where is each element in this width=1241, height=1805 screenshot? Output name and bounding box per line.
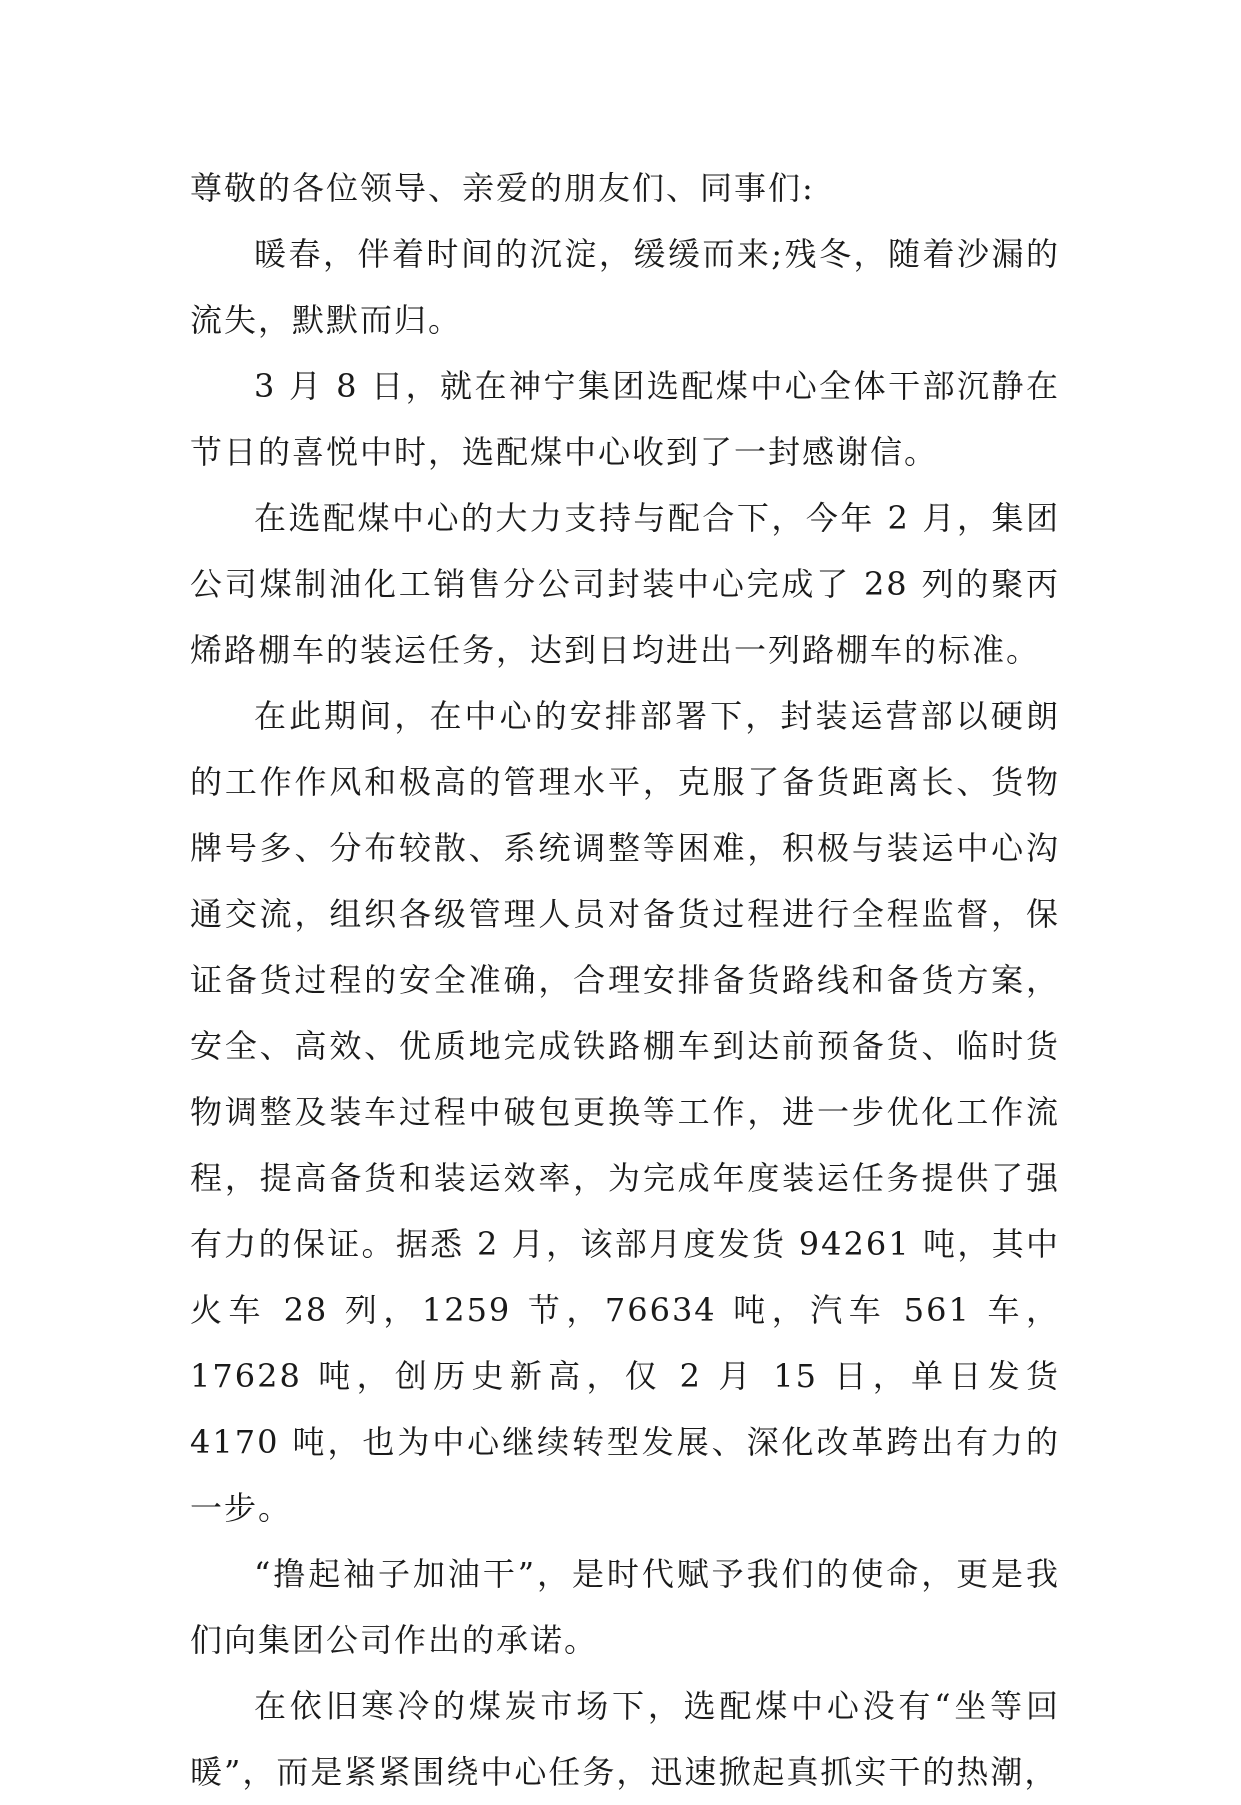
salutation: 尊敬的各位领导、亲爱的朋友们、同事们: xyxy=(190,169,815,207)
paragraph-commitment: “撸起袖子加油干”，是时代赋予我们的使命，更是我们向集团公司作出的承诺。 xyxy=(190,1555,1060,1659)
letter-body xyxy=(190,155,1060,1805)
paragraph-spring: 暖春，伴着时间的沉淀，缓缓而来;残冬，随着沙漏的流失，默默而归。 xyxy=(190,235,1060,339)
paragraph-coal-market: 在依旧寒冷的煤炭市场下，选配煤中心没有“坐等回暖”，而是紧紧围绕中心任务，迅速掀起真抓实干的热潮， xyxy=(190,1687,1060,1791)
paragraph-shipping-task: 在选配煤中心的大力支持与配合下，今年 2 月，集团公司煤制油化工销售分公司封装中心完成了 28 列的聚丙烯路棚车的装运任务，达到日均进出一列路棚车的标准。 xyxy=(190,499,1060,669)
paragraph-thank-you-letter: 3 月 8 日，就在神宁集团选配煤中心全体干部沉静在节日的喜悦中时，选配煤中心收到了一封感谢信。 xyxy=(190,367,1060,471)
paragraph-operations-detail: 在此期间，在中心的安排部署下，封装运营部以硬朗的工作作风和极高的管理水平，克服了备货距离长、货物牌号多、分布较散、系统调整等困难，积极与装运中心沟通交流，组织各级管理人员对备货过程进行全程监督，保证备货过程的安全准确，合理安排备货路线和备货方案，安全、高效、优质地完成铁路棚车到达前预备货、临时货物调整及装车过程中破包更换等工作，进一步优化工作流程，提高备货和装运效率，为完成年度装运任务提供了强有力的保证。据悉 2 月，该部月度发货 94261 吨，其中火车 28 列，1259 节，76634 吨，汽车 561 车，17628 吨，创历史新高，仅 2 月 15 日，单日发货 4170 吨，也为中心继续转型发展、深化改革跨出有力的一步。 xyxy=(190,697,1060,1527)
